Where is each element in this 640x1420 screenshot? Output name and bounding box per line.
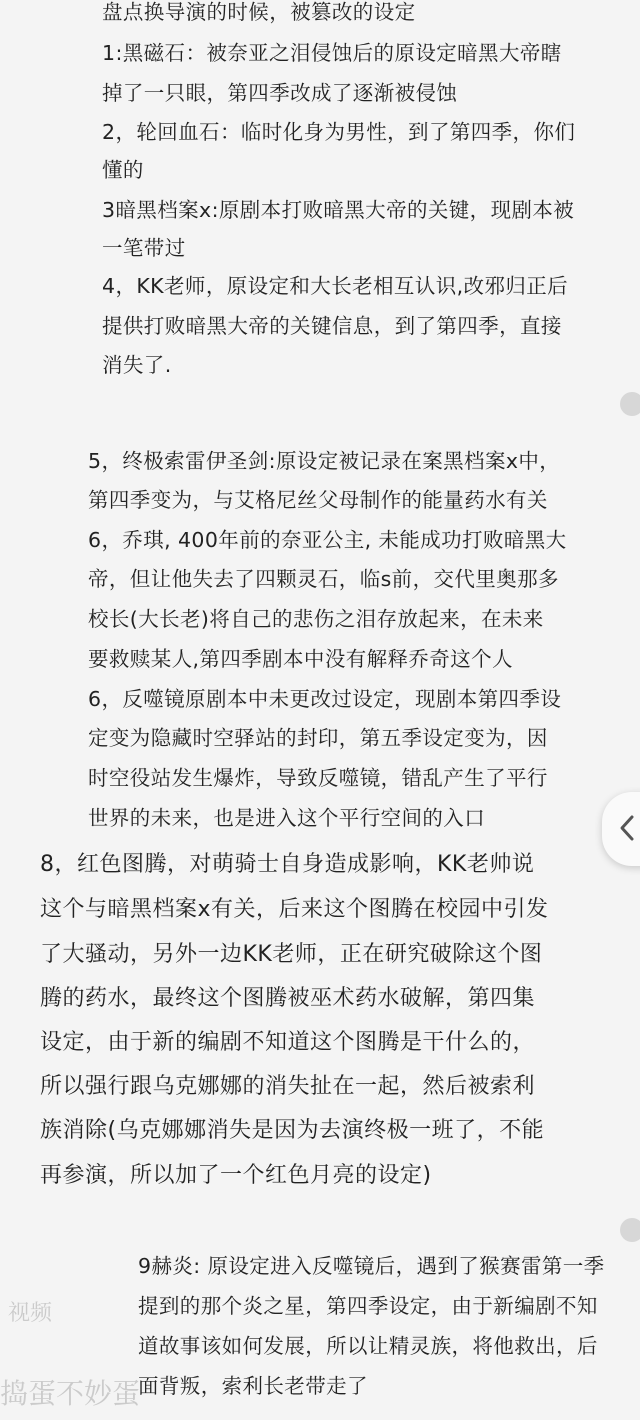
text-line: 4，KK老师，原设定和大长老相互认识,改邪归正后: [102, 274, 569, 298]
text-line: 定变为隐藏时空驿站的封印，第五季设定变为，因: [88, 726, 548, 750]
text-line: 了大骚动，另外一边KK老师，正在研究破除这个图: [40, 942, 543, 967]
text-line: 帝，但让他失去了四颗灵石，临s前，交代里奥那多: [88, 567, 559, 591]
text-line: 要救赎某人,第四季剧本中没有解释乔奇这个人: [88, 647, 513, 671]
text-line: 时空役站发生爆炸，导致反噬镜，错乱产生了平行: [88, 766, 548, 790]
text-line: 道故事该如何发展，所以让精灵族，将他救出，后: [138, 1334, 598, 1358]
text-line: 提供打败暗黑大帝的关键信息，到了第四季，直接: [102, 314, 562, 338]
text-line: 掉了一只眼，第四季改成了逐渐被侵蚀: [102, 81, 458, 105]
text-line: 6，乔琪, 400年前的奈亚公主, 未能成功打败暗黑大: [88, 528, 567, 552]
text-line: 懂的: [102, 158, 144, 182]
text-line: 族消除(乌克娜娜消失是因为去演终极一班了，不能: [40, 1118, 545, 1143]
chevron-left-icon: [618, 814, 636, 842]
text-line: 腾的药水，最终这个图腾被巫术药水破解，第四集: [40, 986, 536, 1011]
text-line: 盘点换导演的时候，被篡改的设定: [102, 0, 416, 24]
text-line: 5，终极索雷伊圣剑:原设定被记录在案黑档案x中，: [88, 449, 561, 473]
text-line: 3暗黑档案x:原剧本打败暗黑大帝的关键，现剧本被: [102, 198, 575, 222]
text-line: 消失了.: [102, 353, 172, 377]
text-line: 第四季变为，与艾格尼丝父母制作的能量药水有关: [88, 488, 548, 512]
text-line: 校长(大长老)将自己的悲伤之泪存放起来，在未来: [88, 607, 544, 631]
text-line: 这个与暗黑档案x有关，后来这个图腾在校园中引发: [40, 897, 549, 922]
text-line: 一笔带过: [102, 236, 186, 260]
text-line: 所以强行跟乌克娜娜的消失扯在一起，然后被索利: [40, 1074, 536, 1099]
text-line: 1:黑磁石：被奈亚之泪侵蚀后的原设定暗黑大帝瞎: [102, 41, 562, 65]
text-line: 提到的那个炎之星，第四季设定，由于新编剧不知: [138, 1294, 598, 1318]
watermark-text: 捣蛋不妙蛋: [0, 1377, 141, 1410]
side-collapse-button[interactable]: [602, 792, 640, 866]
text-line: 面背叛，索利长老带走了: [138, 1374, 368, 1398]
text-line: 2，轮回血石：临时化身为男性，到了第四季，你们: [102, 120, 576, 144]
text-line: 9赫炎: 原设定进入反噬镜后，遇到了猴赛雷第一季: [138, 1254, 605, 1278]
text-line: 世界的未来，也是进入这个平行空间的入口: [88, 806, 486, 830]
text-line: 6，反噬镜原剧本中未更改过设定，现剧本第四季设: [88, 687, 562, 711]
text-line: 8，红色图腾，对萌骑士自身造成影响，KK老帅说: [40, 852, 535, 877]
scroll-indicator-dot: [620, 392, 640, 416]
text-line: 设定，由于新的编剧不知道这个图腾是干什么的，: [40, 1030, 536, 1055]
watermark-text: 视频: [8, 1301, 53, 1326]
scroll-indicator-dot: [620, 1218, 640, 1242]
text-line: 再参演，所以加了一个红色月亮的设定): [40, 1163, 432, 1188]
